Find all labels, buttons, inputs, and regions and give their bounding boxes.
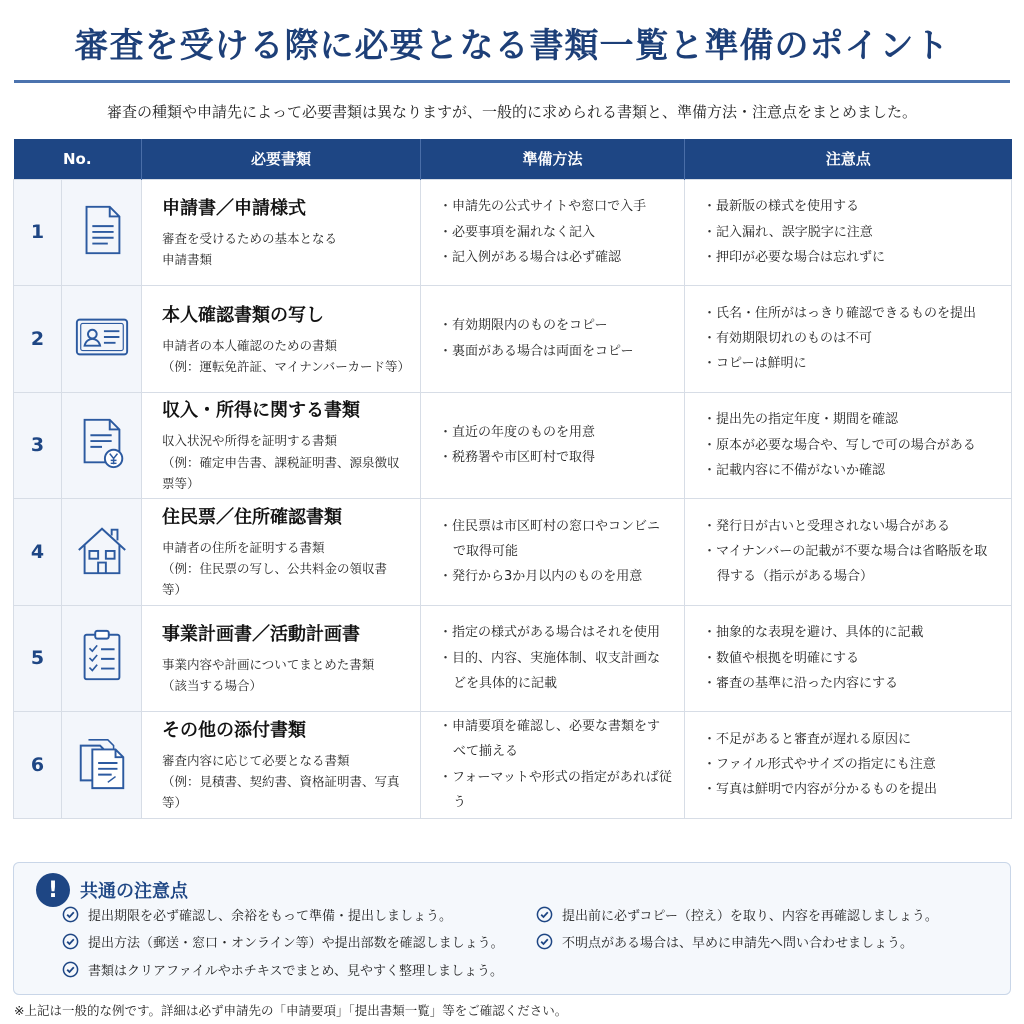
house-icon xyxy=(73,564,131,583)
row-number-cell xyxy=(14,392,62,499)
note-item: ・ 記載内容に不備がないか確認 xyxy=(703,458,999,483)
row-number: 1 xyxy=(30,221,45,244)
column-header-note: 注意点 xyxy=(685,139,1012,179)
doc-description-line: （例：住民票の写し、公共料金の領収書等） xyxy=(162,561,388,598)
prep-list xyxy=(439,420,672,471)
prep-item: ・ フォーマットや形式の指定があれば従う xyxy=(439,765,672,816)
row-number-cell xyxy=(14,605,62,712)
doc-description xyxy=(162,228,404,271)
notes-list xyxy=(703,301,999,377)
prep-item: ・ 必要事項を漏れなく記入 xyxy=(439,220,672,245)
document-icon xyxy=(73,244,131,263)
doc-description-line: （例：運転免許証、マイナンバーカード等） xyxy=(162,358,411,374)
notes-cell xyxy=(685,179,1012,286)
prep-item: ・ 申請先の公式サイトや窓口で入手 xyxy=(439,194,672,219)
note-item: ・ 氏名・住所がはっきり確認できるものを提出 xyxy=(703,301,999,326)
note-item: ・ 原本が必要な場合や、写しで可の場合がある xyxy=(703,433,999,458)
note-item: ・ ファイル形式やサイズの指定にも注意 xyxy=(703,752,999,777)
notes-list xyxy=(703,194,999,270)
doc-description xyxy=(162,537,404,601)
doc-description-line: 申請書類 xyxy=(162,252,213,268)
row-icon-cell xyxy=(62,286,142,393)
common-tip xyxy=(536,932,913,951)
row-number-cell xyxy=(14,499,62,606)
doc-description-line: （該当する場合） xyxy=(162,678,263,694)
footnote: ※上記は一般的な例です。詳細は必ず申請先の「申請要項」「提出書類一覧」等をご確認ください。 xyxy=(14,1003,568,1018)
row-number: 2 xyxy=(30,327,45,350)
row-number: 5 xyxy=(30,647,45,670)
doc-description xyxy=(162,654,404,697)
check-circle-icon xyxy=(536,933,562,950)
common-tip xyxy=(62,932,504,951)
prep-item: ・ 目的、内容、実施体制、収支計画などを具体的に記載 xyxy=(439,646,672,697)
table-row xyxy=(14,712,1012,819)
table-header-row xyxy=(14,139,1012,179)
prep-list xyxy=(439,714,672,815)
prep-list xyxy=(439,620,672,696)
doc-description xyxy=(162,430,404,494)
doc-description xyxy=(162,750,404,814)
prep-cell xyxy=(421,712,685,819)
notes-list xyxy=(703,514,999,590)
note-item: ・ 審査の基準に沿った内容にする xyxy=(703,671,999,696)
note-item: ・ 最新版の様式を使用する xyxy=(703,194,999,219)
prep-item: ・ 発行から3か月以内のものを用意 xyxy=(439,564,672,589)
doc-name: 住民票／住所確認書類 xyxy=(162,506,342,528)
notes-cell xyxy=(685,499,1012,606)
prep-list xyxy=(439,313,672,364)
row-number-cell xyxy=(14,179,62,286)
table-row xyxy=(14,392,1012,499)
notes-list xyxy=(703,407,999,483)
table-row xyxy=(14,179,1012,286)
row-number: 6 xyxy=(30,753,45,776)
documents-table xyxy=(13,139,1012,819)
column-header-no: No. xyxy=(14,139,142,179)
doc-name: 申請書／申請様式 xyxy=(162,198,306,219)
common-tip xyxy=(62,905,452,924)
row-icon-cell xyxy=(62,499,142,606)
note-item: ・ マイナンバーの記載が不要な場合は省略版を取得する（指示がある場合） xyxy=(703,539,999,590)
doc-name: 収入・所得に関する書類 xyxy=(162,400,360,422)
prep-item: ・ 裏面がある場合は両面をコピー xyxy=(439,339,672,364)
common-tip-text: 提出方法（郵送・窓口・オンライン等）や提出部数を確認しましょう。 xyxy=(88,936,504,951)
note-item: ・ 数値や根拠を明確にする xyxy=(703,646,999,671)
prep-item: ・ 直近の年度のものを用意 xyxy=(439,420,672,445)
row-icon-cell xyxy=(62,605,142,712)
doc-description-line: （例：確定申告書、課税証明書、源泉徴収票等） xyxy=(162,454,400,491)
note-item: ・ 記入漏れ、誤字脱字に注意 xyxy=(703,220,999,245)
note-item: ・ 有効期限切れのものは不可 xyxy=(703,326,999,351)
exclamation-icon: ! xyxy=(36,873,70,907)
common-notes-title: 共通の注意点 xyxy=(80,881,188,902)
column-header-doc: 必要書類 xyxy=(142,139,421,179)
notes-list xyxy=(703,727,999,803)
check-circle-icon xyxy=(62,933,88,950)
note-item: ・ 発行日が古いと受理されない場合がある xyxy=(703,514,999,539)
prep-item: ・ 記入例がある場合は必ず確認 xyxy=(439,245,672,270)
prep-list xyxy=(439,194,672,270)
common-tip-text: 提出期限を必ず確認し、余裕をもって準備・提出しましょう。 xyxy=(88,909,453,924)
notes-cell xyxy=(685,392,1012,499)
doc-name: その他の添付書類 xyxy=(162,719,306,741)
common-notes-box xyxy=(13,862,1011,995)
common-tip-text: 書類はクリアファイルやホチキスでまとめ、見やすく整理しましょう。 xyxy=(88,964,503,979)
row-icon-cell xyxy=(62,392,142,499)
intro-text: 審査の種類や申請先によって必要書類は異なりますが、一般的に求められる書類と、準備方法・注意点をまとめました。 xyxy=(106,103,917,121)
prep-item: ・ 税務署や市区町村で取得 xyxy=(439,445,672,470)
doc-description-line: 収入状況や所得を証明する書類 xyxy=(162,433,338,449)
doc-cell xyxy=(142,499,421,606)
prep-cell xyxy=(421,605,685,712)
page-title: 審査を受ける際に必要となる書類一覧と準備のポイント xyxy=(74,26,950,66)
common-tip xyxy=(62,960,503,979)
common-tip-text: 不明点がある場合は、早めに申請先へ問い合わせましょう。 xyxy=(562,936,914,951)
doc-name: 本人確認書類の写し xyxy=(162,304,324,326)
doc-cell xyxy=(142,286,421,393)
doc-description-line: 申請者の本人確認のための書類 xyxy=(162,337,338,353)
column-header-prep: 準備方法 xyxy=(421,139,685,179)
row-icon-cell xyxy=(62,179,142,286)
common-tip-text: 提出前に必ずコピー（控え）を取り、内容を再確認しましょう。 xyxy=(562,909,938,924)
table-row xyxy=(14,605,1012,712)
prep-item: ・ 申請要項を確認し、必要な書類をすべて揃える xyxy=(439,714,672,765)
prep-item: ・ 有効期限内のものをコピー xyxy=(439,313,672,338)
id-card-icon xyxy=(73,351,131,370)
checklist-icon xyxy=(73,670,131,689)
doc-description-line: 事業内容や計画についてまとめた書類 xyxy=(162,657,375,672)
row-number: 3 xyxy=(30,434,45,457)
doc-cell xyxy=(142,179,421,286)
check-circle-icon xyxy=(62,906,88,923)
doc-cell xyxy=(142,392,421,499)
doc-name: 事業計画書／活動計画書 xyxy=(162,624,360,645)
notes-cell xyxy=(685,712,1012,819)
notes-cell xyxy=(685,286,1012,393)
table-row xyxy=(14,286,1012,393)
prep-cell xyxy=(421,286,685,393)
note-item: ・ 不足があると審査が遅れる原因に xyxy=(703,727,999,752)
row-number: 4 xyxy=(30,540,45,563)
income-document-icon xyxy=(73,457,131,476)
prep-cell xyxy=(421,499,685,606)
notes-cell xyxy=(685,605,1012,712)
doc-description xyxy=(162,335,411,378)
check-circle-icon xyxy=(536,906,562,923)
note-item: ・ 写真は鮮明で内容が分かるものを提出 xyxy=(703,777,999,802)
doc-cell xyxy=(142,605,421,712)
note-item: ・ コピーは鮮明に xyxy=(703,351,999,376)
common-tip xyxy=(536,905,938,924)
note-item: ・ 提出先の指定年度・期間を確認 xyxy=(703,407,999,432)
row-number-cell xyxy=(14,712,62,819)
prep-item: ・ 指定の様式がある場合はそれを使用 xyxy=(439,620,672,645)
common-notes-header xyxy=(36,873,188,907)
doc-cell xyxy=(142,712,421,819)
prep-cell xyxy=(421,179,685,286)
title-divider xyxy=(14,80,1010,83)
row-number-cell xyxy=(14,286,62,393)
row-icon-cell xyxy=(62,712,142,819)
notes-list xyxy=(703,620,999,696)
prep-list xyxy=(439,514,672,590)
doc-description-line: 審査を受けるための基本となる xyxy=(162,231,338,246)
doc-description-line: 審査内容に応じて必要となる書類 xyxy=(162,752,350,768)
attachments-icon xyxy=(73,777,131,796)
prep-item: ・ 住民票は市区町村の窓口やコンビニで取得可能 xyxy=(439,514,672,565)
prep-cell xyxy=(421,392,685,499)
table-row xyxy=(14,499,1012,606)
check-circle-icon xyxy=(62,961,88,978)
note-item: ・ 抽象的な表現を避け、具体的に記載 xyxy=(703,620,999,645)
doc-description-line: （例：見積書、契約書、資格証明書、写真等） xyxy=(162,774,400,811)
doc-description-line: 申請者の住所を証明する書類 xyxy=(162,539,325,555)
note-item: ・ 押印が必要な場合は忘れずに xyxy=(703,245,999,270)
